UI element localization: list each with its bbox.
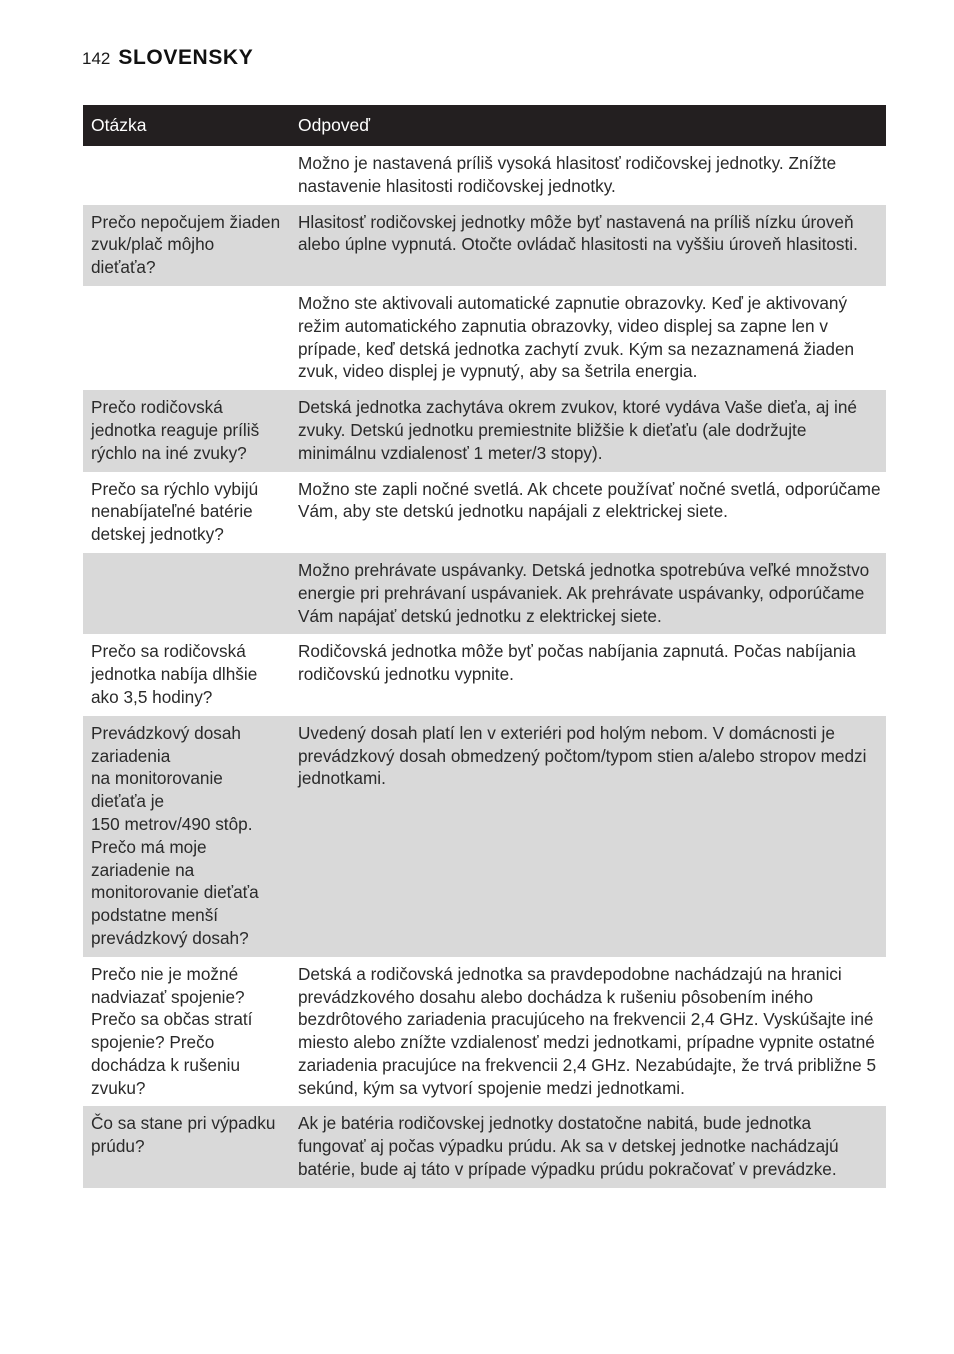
answer-cell: Detská a rodičovská jednotka sa pravdepodobne nachádzajú na hranici prevádzkového dosahu alebo dochádza k rušeniu pôsobením iného bezdrôtového zariadenia pracujúceho na frekvencii 2,4 GHz. Vyskúšajte iné miesto alebo znížte vzdialenosť medzi jednotkami, prípadne vypnite ostatné zariadenia pracujúce na frekvencii 2,4 GHz. Nezabúdajte, že trvá približne 5 sekúnd, kým sa vytvorí spojenie medzi jednotkami. xyxy=(298,963,876,1098)
table-row xyxy=(83,634,886,715)
column-header-question: Otázka xyxy=(83,105,290,146)
question-cell xyxy=(83,146,290,205)
section-language-title: SLOVENSKY xyxy=(118,46,254,69)
table-row xyxy=(83,472,886,553)
question-cell: Prevádzkový dosah zariadenia na monitorovanie dieťaťa je 150 metrov/490 stôp. Prečo má moje zariadenie na monitorovanie dieťaťa podstatne menší prevádzkový dosah? xyxy=(83,716,290,957)
table-row xyxy=(83,146,886,205)
answer-cell: Hlasitosť rodičovskej jednotky môže byť nastavená na príliš nízku úroveň alebo úplne vypnutá. Otočte ovládač hlasitosti na vyššiu úroveň hlasitosti. xyxy=(290,205,886,286)
table-row xyxy=(83,390,886,471)
question-cell: Prečo sa rýchlo vybijú nenabíjateľné batérie detskej jednotky? xyxy=(91,478,259,545)
question-cell: Prečo nepočujem žiaden zvuk/plač môjho dieťaťa? xyxy=(83,205,290,286)
question-cell: Prečo sa rodičovská jednotka nabíja dlhšie ako 3,5 hodiny? xyxy=(91,641,258,707)
column-header-answer: Odpoveď xyxy=(290,105,886,146)
table-row xyxy=(83,286,886,390)
page-header xyxy=(82,46,253,70)
table-row xyxy=(83,553,886,634)
faq-table xyxy=(83,105,886,1188)
table-row xyxy=(83,957,886,1107)
answer-cell: Možno prehrávate uspávanky. Detská jednotka spotrebúva veľké množstvo energie pri prehrávaní uspávaniek. Ak prehrávate uspávanky, odporúčame Vám napájať detskú jednotku z elektrickej siete. xyxy=(290,553,886,634)
page-number: 142 xyxy=(82,49,111,68)
table-row xyxy=(83,1106,886,1187)
question-cell xyxy=(83,286,290,390)
table-row xyxy=(83,205,886,286)
answer-cell: Možno ste zapli nočné svetlá. Ak chcete používať nočné svetlá, odporúčame Vám, aby ste detskú jednotku napájali z elektrickej siete. xyxy=(298,478,881,522)
answer-cell: Možno je nastavená príliš vysoká hlasitosť rodičovskej jednotky. Znížte nastavenie hlasitosti rodičovskej jednotky. xyxy=(298,153,837,196)
answer-cell: Rodičovská jednotka môže byť počas nabíjania zapnutá. Počas nabíjania rodičovskú jednotku vypnite. xyxy=(298,641,856,685)
question-cell xyxy=(83,553,290,634)
table-header-row xyxy=(83,105,886,146)
question-cell: Čo sa stane pri výpadku prúdu? xyxy=(83,1106,290,1187)
table-row xyxy=(83,716,886,957)
answer-cell: Uvedený dosah platí len v exteriéri pod holým nebom. V domácnosti je prevádzkový dosah obmedzený počtom/typom stien a/alebo stropov medzi jednotkami. xyxy=(290,716,886,957)
answer-cell: Možno ste aktivovali automatické zapnutie obrazovky. Keď je aktivovaný režim automatického zapnutia obrazovky, video displej sa zapne len v prípade, keď detská jednotka zachytí zvuk. Kým sa nezaznamená žiaden zvuk, video displej je vypnutý, aby sa šetrila energia. xyxy=(298,292,855,382)
answer-cell: Ak je batéria rodičovskej jednotky dostatočne nabitá, bude jednotka fungovať aj počas výpadku prúdu. Ak sa v detskej jednotke nachádzajú batérie, bude aj táto v prípade výpadku prúdu pokračovať v prevádzke. xyxy=(290,1106,886,1187)
answer-cell: Detská jednotka zachytáva okrem zvukov, ktoré vydáva Vaše dieťa, aj iné zvuky. Detskú jednotku premiestnite bližšie k dieťaťu (ale dodržujte minimálnu vzdialenosť 1 meter/3 stopy). xyxy=(290,390,886,471)
question-cell: Prečo rodičovská jednotka reaguje príliš rýchlo na iné zvuky? xyxy=(83,390,290,471)
question-cell: Prečo nie je možné nadviazať spojenie? Prečo sa občas stratí spojenie? Prečo dochádza k rušeniu zvuku? xyxy=(91,963,253,1098)
